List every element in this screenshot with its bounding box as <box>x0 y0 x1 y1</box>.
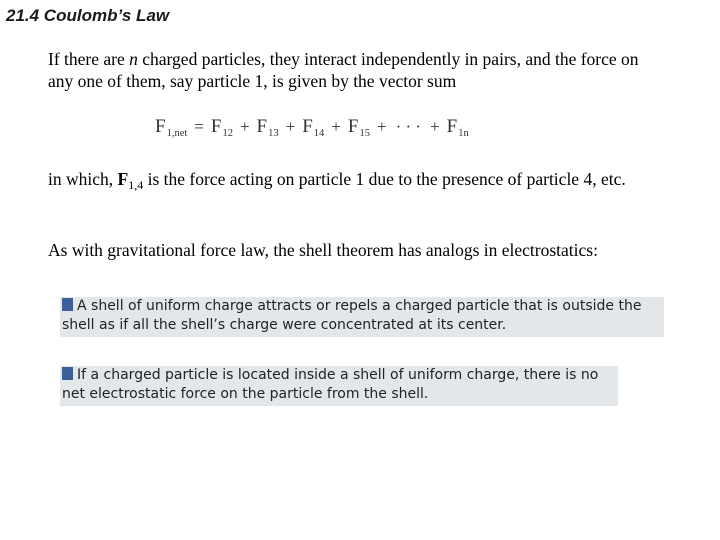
force-subscript: 1,4 <box>128 178 144 192</box>
shell-theorem-paragraph: As with gravitational force law, the shell theorem has analogs in electrostatics: <box>48 240 598 260</box>
intro-paragraph <box>48 48 668 92</box>
term-symbol: F <box>446 116 458 137</box>
term-symbol: F <box>256 116 268 137</box>
plus-sign: + <box>285 117 296 136</box>
lhs-subscript: 1,net <box>166 128 188 139</box>
term-subscript: 13 <box>268 128 279 139</box>
term-symbol: F <box>347 116 359 137</box>
shell-theorem-callout-inside <box>60 366 618 406</box>
equals-sign: = <box>194 117 204 136</box>
equation-term <box>302 116 324 138</box>
ellipsis: · · · <box>395 117 422 136</box>
plus-sign: + <box>331 117 341 136</box>
term-symbol: F <box>210 116 222 137</box>
force-symbol: F <box>117 169 129 189</box>
term-symbol: F <box>302 116 313 137</box>
explanation-paragraph <box>48 168 668 192</box>
intro-text-end: charged particles, they interact independently in pairs, and the force on any one of them, say particle 1, is given by the vector sum <box>48 49 639 91</box>
plus-sign: + <box>430 117 440 136</box>
term-subscript: 15 <box>359 128 370 139</box>
lhs-symbol: F <box>155 116 166 137</box>
plus-sign: + <box>239 117 250 136</box>
equation-term <box>348 116 370 138</box>
callout-text: A shell of uniform charge attracts or repels a charged particle that is outside the shell as if all the shell’s charge were concentrated at its center. <box>62 298 642 333</box>
explanation-text-start: in which, <box>48 169 118 189</box>
vector-sum-equation <box>155 116 469 144</box>
equation-term <box>211 116 233 138</box>
equation-lhs <box>155 116 187 138</box>
n-variable: n <box>129 49 138 69</box>
slide-title: 21.4 Coulomb’s Law <box>6 6 170 25</box>
bullet-square-icon <box>62 298 73 311</box>
term-subscript: 14 <box>313 128 325 139</box>
term-subscript: 1n <box>458 128 469 139</box>
bullet-square-icon <box>62 367 73 380</box>
equation-term <box>257 116 279 138</box>
explanation-text-end: is the force acting on particle 1 due to the presence of particle 4, etc. <box>143 169 626 189</box>
equation-last-term <box>447 116 469 138</box>
plus-sign: + <box>376 117 387 136</box>
shell-theorem-callout-outside <box>60 297 664 337</box>
callout-text: If a charged particle is located inside a shell of uniform charge, there is no net electrostatic force on the particle from the shell. <box>62 367 599 402</box>
intro-text-start: If there are <box>48 49 130 69</box>
term-subscript: 12 <box>222 128 233 139</box>
